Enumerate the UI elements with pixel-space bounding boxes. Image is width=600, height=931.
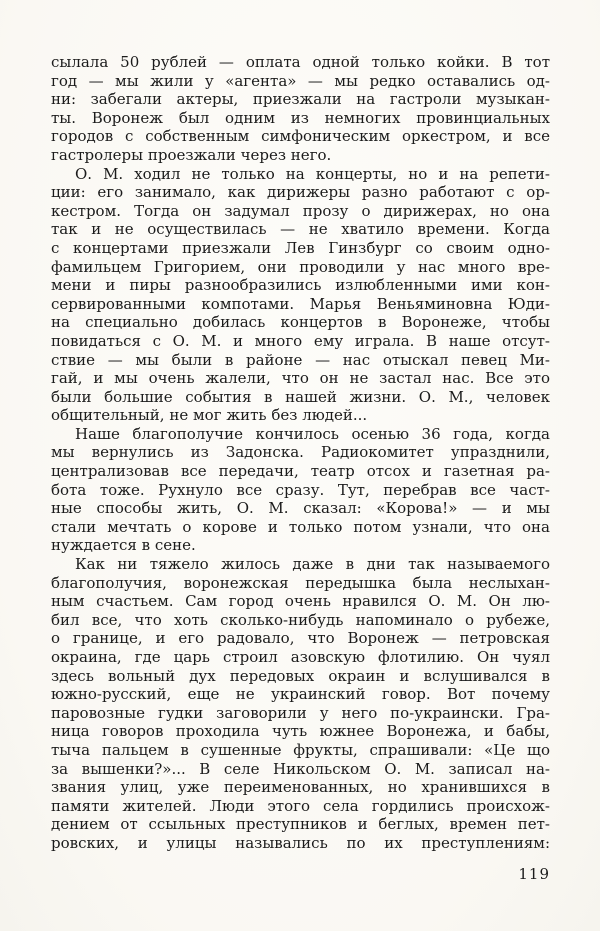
text-line: дением от ссыльных преступников и беглых, времен пет- xyxy=(51,815,550,834)
text-line: сервированными компотами. Марья Веньяминовна Юди- xyxy=(51,294,550,313)
text-line: О. М. ходил не только на концерты, но и на репети- xyxy=(75,164,550,183)
text-line: мы вернулись из Задонска. Радиокомитет упразднили, xyxy=(51,443,550,462)
text-line: ты. Воронеж был одним из немногих провинциальных xyxy=(51,108,550,127)
text-line: памяти жителей. Люди этого села гордились происхож- xyxy=(51,796,550,815)
text-line: повидаться с О. М. и много ему играла. В наше отсут- xyxy=(51,331,550,350)
text-line: так и не осуществилась — не хватило времени. Когда xyxy=(51,220,550,239)
text-line: тыча пальцем в сушенные фрукты, спрашивали: «Це що xyxy=(51,740,550,759)
paragraph-2 xyxy=(51,165,550,425)
text-line: за вышенки?»... В селе Никольском О. М. записал на- xyxy=(51,759,550,778)
text-line: фамильцем Григорием, они проводили у нас много вре- xyxy=(51,257,550,276)
text-line: централизовав все передачи, театр отсох и газетная ра- xyxy=(51,462,550,481)
text-line: гай, и мы очень жалели, что он не застал нас. Все это xyxy=(51,369,550,388)
text-line: кестром. Тогда он задумал прозу о дирижерах, но она xyxy=(51,201,550,220)
paragraph-1 xyxy=(51,53,550,165)
paragraph-3 xyxy=(51,425,550,555)
text-line: южно-русский, еще не украинский говор. Вот почему xyxy=(51,685,550,704)
text-line: ствие — мы были в районе — нас отыскал певец Ми- xyxy=(51,350,550,369)
text-line: Наше благополучие кончилось осенью 36 года, когда xyxy=(75,424,550,443)
text-line: нуждается в сене. xyxy=(51,536,196,555)
text-line: паровозные гудки заговорили у него по-украински. Гра- xyxy=(51,703,550,722)
text-line: год — мы жили у «агента» — мы редко оставались од- xyxy=(51,71,550,90)
text-line: о границе, и его радовало, что Воронеж — петровская xyxy=(51,629,550,648)
text-line: ные способы жить, О. М. сказал: «Корова!» — и мы xyxy=(51,499,550,518)
text-line: ни: забегали актеры, приезжали на гастроли музыкан- xyxy=(51,90,550,109)
text-line: гастролеры проезжали через него. xyxy=(51,145,332,164)
text-line: ница говоров проходила чуть южнее Воронежа, и бабы, xyxy=(51,722,550,741)
text-line: общительный, не мог жить без людей... xyxy=(51,406,368,425)
text-line: звания улиц, уже переименованных, но хранившихся в xyxy=(51,778,550,797)
text-line: были большие события в нашей жизни. О. М., человек xyxy=(51,387,550,406)
page-number: 119 xyxy=(518,865,550,883)
text-line: ным счастьем. Сам город очень нравился О. М. Он лю- xyxy=(51,592,550,611)
text-line: сылала 50 рублей — оплата одной только койки. В тот xyxy=(51,53,550,71)
text-line: городов с собственным симфоническим оркестром, и все xyxy=(51,127,550,146)
text-line: Как ни тяжело жилось даже в дни так называемого xyxy=(75,555,550,574)
text-line: бил все, что хоть сколько-нибудь напоминало о рубеже, xyxy=(51,610,550,629)
paragraph-4 xyxy=(51,555,550,853)
text-line: здесь вольный дух передовых окраин и вслушивался в xyxy=(51,666,550,685)
text-line: бота тоже. Рухнуло все сразу. Тут, перебрав все част- xyxy=(51,480,550,499)
text-block xyxy=(51,53,550,853)
text-line: ровских, и улицы назывались по их преступлениям: xyxy=(51,833,550,852)
text-line: стали мечтать о корове и только потом узнали, что она xyxy=(51,517,550,536)
text-line: окраина, где царь строил азовскую флотилию. Он чуял xyxy=(51,648,550,666)
text-line: мени и пиры разнообразились излюбленными ими кон- xyxy=(51,276,550,295)
text-line: на специально добилась концертов в Воронеже, чтобы xyxy=(51,313,550,332)
text-line: с концертами приезжали Лев Гинзбург со своим одно- xyxy=(51,238,550,257)
text-line: ции: его занимало, как дирижеры разно работают с ор- xyxy=(51,183,550,202)
text-line: благополучия, воронежская передышка была неслыхан- xyxy=(51,573,550,592)
